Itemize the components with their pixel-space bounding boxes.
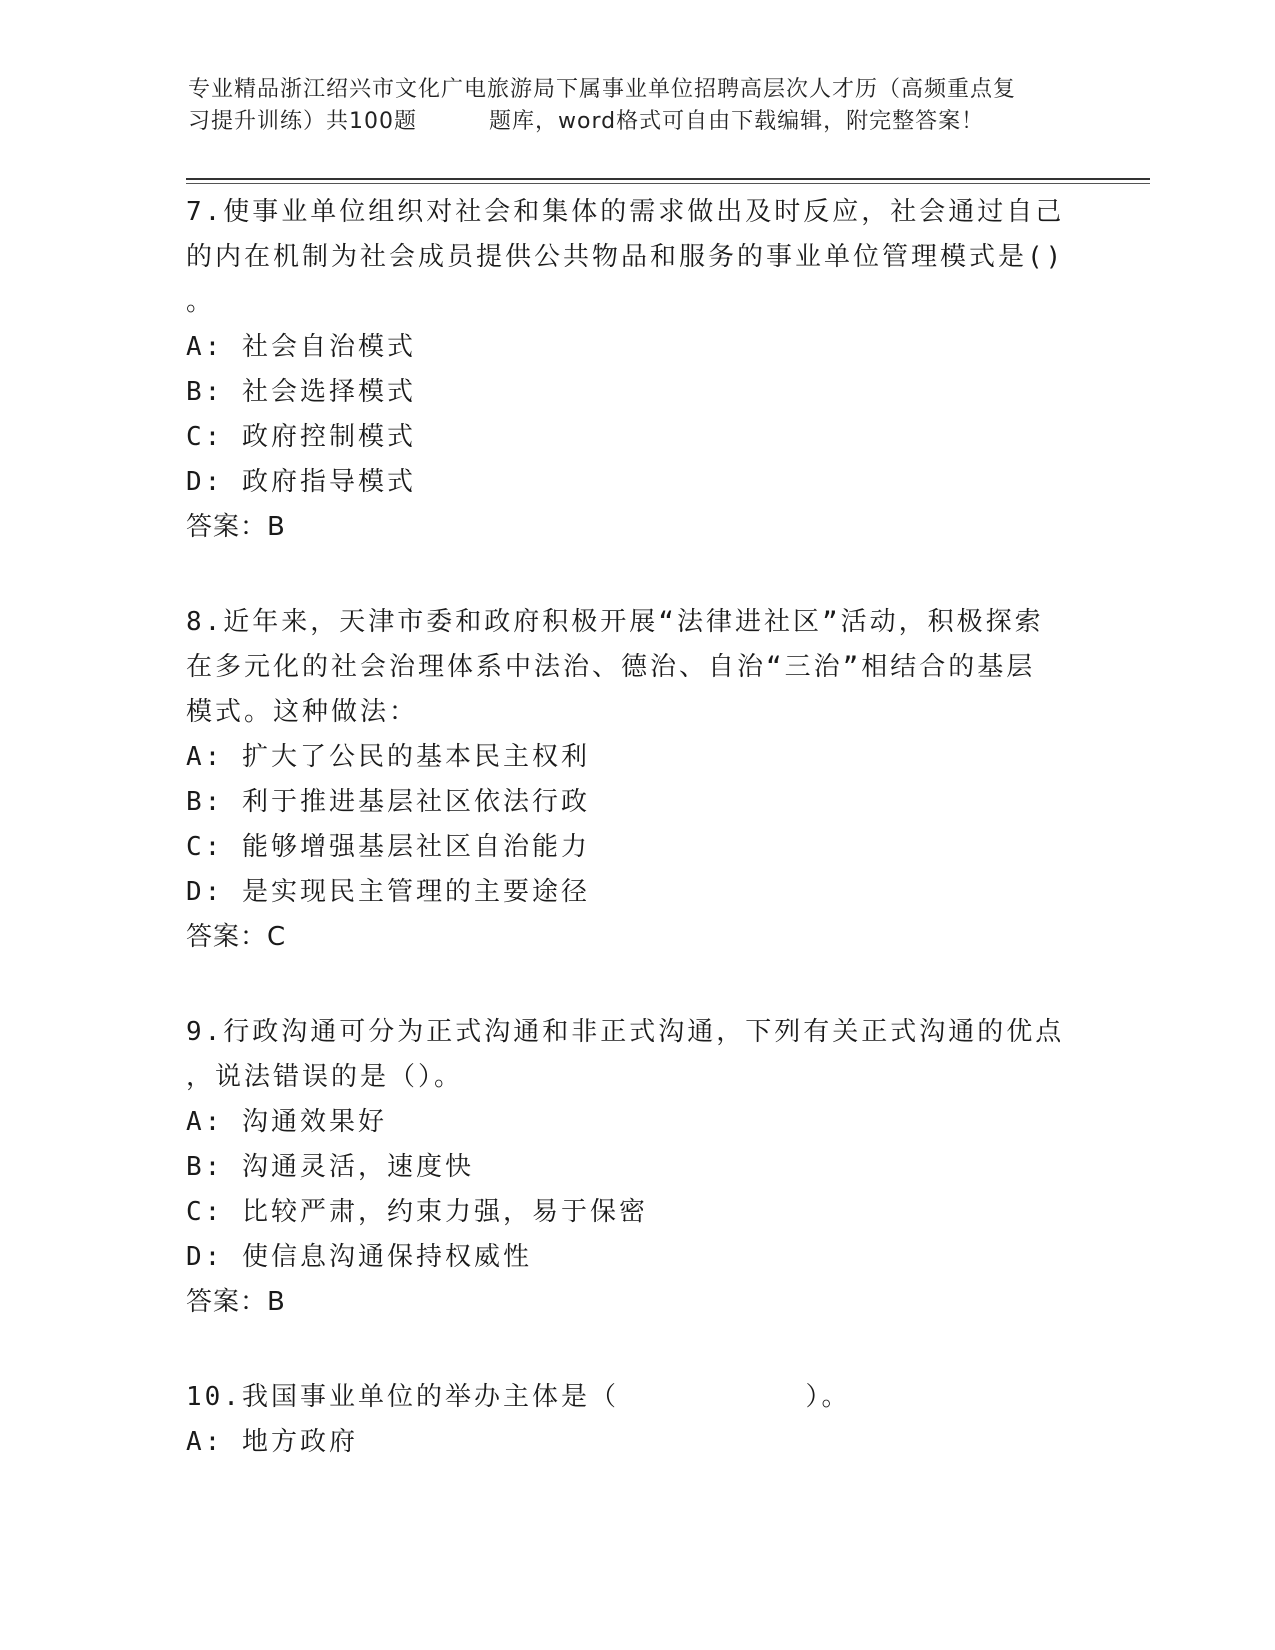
header-divider-thick (186, 178, 1150, 180)
question-list (186, 190, 1066, 1465)
header-line-2 (188, 106, 1088, 138)
question-stem-line: 。 (186, 287, 216, 317)
option-a: A: 沟通效果好 (186, 1107, 387, 1137)
question-10 (186, 1375, 1066, 1465)
option-a: A: 社会自治模式 (186, 332, 416, 362)
question-stem-line: 模式。这种做法： (186, 697, 419, 727)
option-b: B: 社会选择模式 (186, 377, 416, 407)
question-stem-line: 9.行政沟通可分为正式沟通和非正式沟通，下列有关正式沟通的优点 (186, 1017, 1065, 1047)
question-9 (186, 1010, 1066, 1325)
option-b: B: 利于推进基层社区依法行政 (186, 787, 590, 817)
question-stem-line: 在多元化的社会治理体系中法治、德治、自治“三治”相结合的基层 (186, 652, 1036, 682)
option-d: D: 使信息沟通保持权威性 (186, 1242, 532, 1272)
header-line-2-part-a: 习提升训练）共100题 (188, 109, 417, 134)
answer: 答案：B (186, 512, 286, 542)
header-divider-thin (186, 183, 1150, 184)
question-7 (186, 190, 1066, 550)
option-d: D: 是实现民主管理的主要途径 (186, 877, 590, 907)
answer: 答案：B (186, 1287, 286, 1317)
option-b: B: 沟通灵活，速度快 (186, 1152, 474, 1182)
option-d: D: 政府指导模式 (186, 467, 416, 497)
question-stem-line: 8.近年来，天津市委和政府积极开展“法律进社区”活动，积极探索 (186, 607, 1044, 637)
option-c: C: 政府控制模式 (186, 422, 416, 452)
question-stem-line: 的内在机制为社会成员提供公共物品和服务的事业单位管理模式是() (186, 242, 1065, 272)
question-8 (186, 600, 1066, 960)
option-c: C: 能够增强基层社区自治能力 (186, 832, 590, 862)
page-header (188, 74, 1088, 138)
header-line-2-part-b: 题库，word格式可自由下载编辑，附完整答案！ (489, 109, 985, 134)
question-stem-line: 7.使事业单位组织对社会和集体的需求做出及时反应，社会通过自己 (186, 197, 1065, 227)
question-stem-line: 10.我国事业单位的举办主体是（ ）。 (186, 1382, 851, 1412)
option-a: A: 扩大了公民的基本民主权利 (186, 742, 590, 772)
answer: 答案：C (186, 922, 287, 952)
option-c: C: 比较严肃，约束力强，易于保密 (186, 1197, 648, 1227)
question-stem-line: ，说法错误的是（）。 (186, 1062, 464, 1092)
option-a: A: 地方政府 (186, 1427, 358, 1457)
header-line-1: 专业精品浙江绍兴市文化广电旅游局下属事业单位招聘高层次人才历（高频重点复 (188, 77, 1017, 102)
